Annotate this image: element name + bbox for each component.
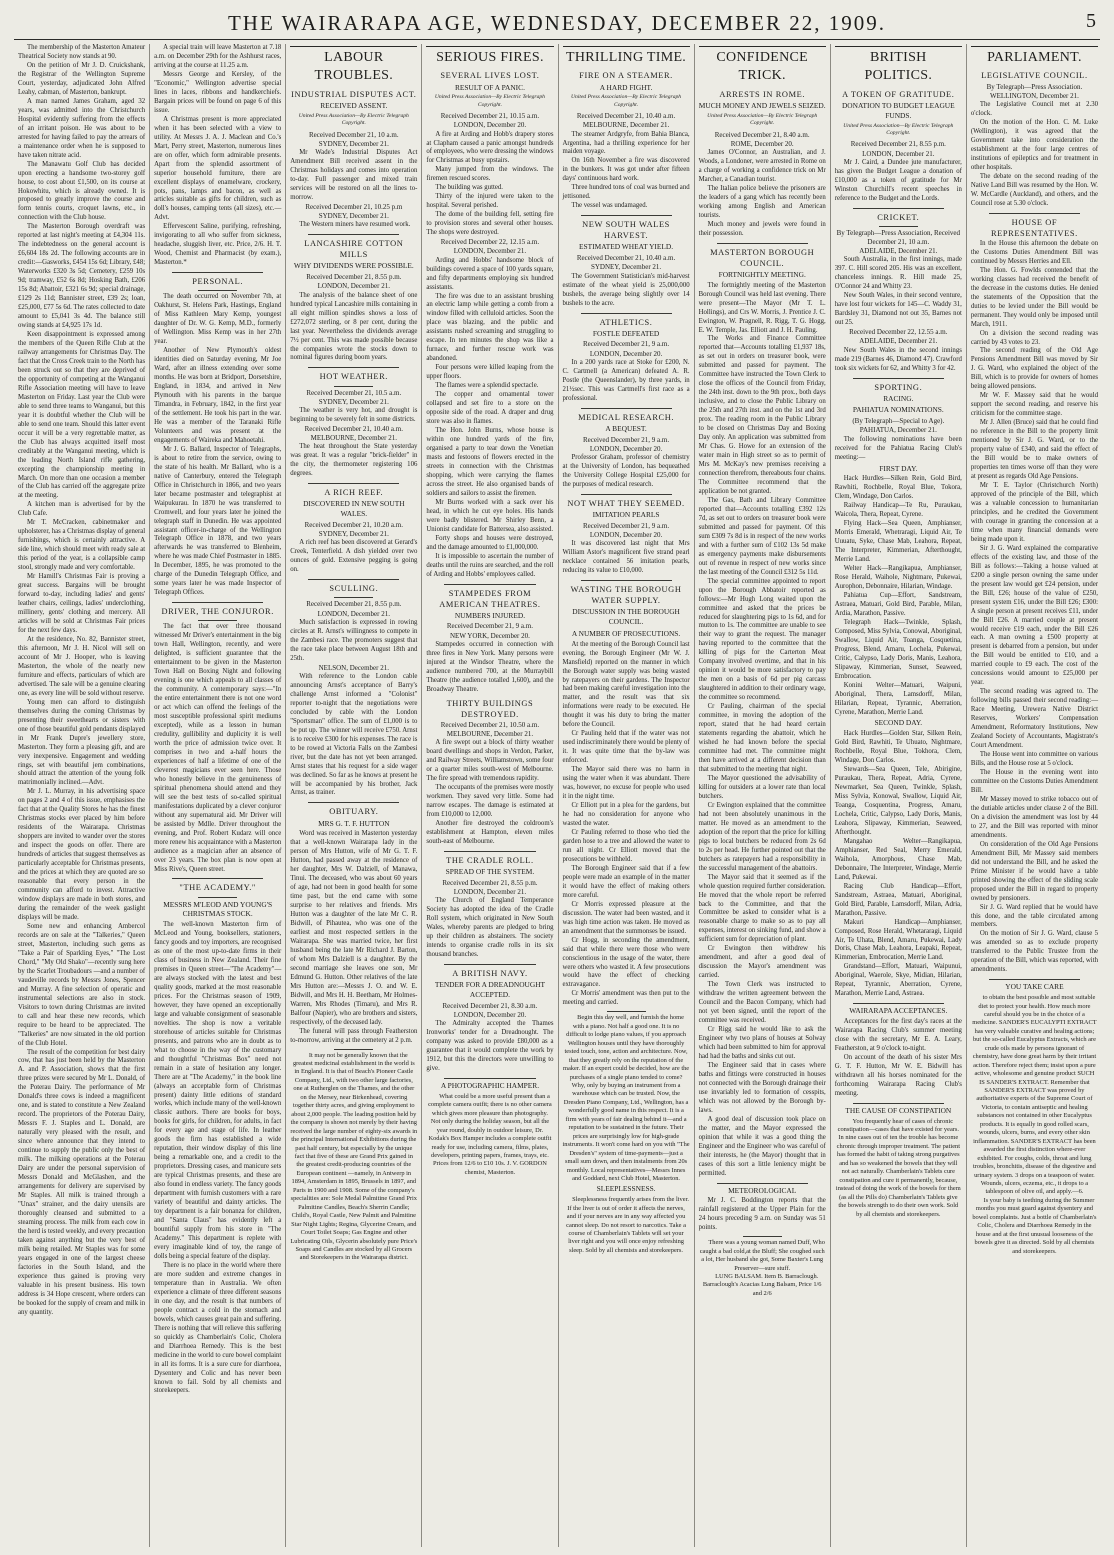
article-headline: MASTERTON BOROUGH COUNCIL. bbox=[710, 247, 815, 268]
article-headline: LANCASHIRE COTTON MILLS bbox=[304, 239, 404, 260]
column-divider-rule bbox=[853, 1103, 944, 1104]
masthead bbox=[14, 6, 1100, 40]
dateline: ADELAIDE, December 21. bbox=[859, 337, 938, 346]
article-subheading: DISCOVERED IN NEW SOUTH WALES. bbox=[303, 499, 405, 519]
column-divider-rule bbox=[879, 226, 918, 227]
article-paragraph: Mr W. F. Massey said that he would support the second reading, and reserve his criticism for the committee stage. bbox=[970, 392, 1098, 418]
article-paragraph: Much money and jewels were found in their possession. bbox=[698, 220, 826, 237]
dateline: SYDNEY, December 21. bbox=[318, 212, 389, 221]
article-paragraph: Cr Ewington then withdrew his amendment, and after a good deal of discussion the Mayor's amendment was carried. bbox=[698, 945, 826, 980]
article-paragraph: Acceptances for the first day's races at the Wairarapa Racing Club's summer meeting close with the secretary, Mr E. A. Leary, Featherston, at 9 o'clock to-night. bbox=[834, 1018, 962, 1052]
article-subheading: RECEIVED ASSENT. bbox=[320, 101, 388, 111]
article-paragraph: The Western miners have resumed work. bbox=[299, 221, 411, 229]
article-paragraph: Thirty of the injured were taken to the hospital. Several perished. bbox=[426, 193, 554, 210]
dateline: (By Telegraph—Special to Age). PAHIATUA, December 21. bbox=[852, 417, 945, 435]
column-divider-rule bbox=[743, 1236, 782, 1237]
article-paragraph: The House in the evening went into committee on the Customs Duties Amendment Bill. bbox=[970, 769, 1098, 794]
article-paragraph: The copper and ornamental tower collapsed and set fire to a store on the opposite side of the road. A draper and drug store was also in flames. bbox=[426, 391, 554, 426]
article-paragraph: The weather is very hot, and drought is beginning to be severely felt in some districts. bbox=[290, 407, 418, 423]
dateline: LONDON, December 21. bbox=[317, 609, 390, 618]
article-headline: NEW SOUTH WALES HARVEST. bbox=[582, 220, 670, 241]
article-paragraph: The Hon. G. Fowlds contended that the working classes had received the benefit of the decrease in the customs duties. He denied the statements of the Opposition that the duties to be levied under the Bill would be permanent. They would only be imposed until March, 1911. bbox=[970, 266, 1098, 328]
article-paragraph: Cr Ewington explained that the committee had not been absolutely unanimous in the matter. He moved as an amendment to the adoption of the report that the price for killing pigs to local butchers be reduced from 2s 6d to 2s per head. He further pointed out that the butchers as ratepayers had a responsibility in the successful management of the abattoirs. bbox=[698, 801, 826, 872]
column-divider-rule bbox=[581, 408, 672, 409]
article-paragraph: A man named James Graham, aged 32 years, was admitted into the Christchurch Hospital evidently suffering from the effects of an irritant poison. He was about to be arrested for having failed to pay the arrears of a maintenance order when he is supposed to have taken nitrate acid. bbox=[18, 97, 146, 159]
article-subheading: ESTIMATED WHEAT YIELD. bbox=[579, 242, 674, 252]
dateline: Received December 21, 10.40 a.m. bbox=[576, 254, 676, 263]
dateline: Received December 21, 10.50 a.m. bbox=[440, 720, 540, 729]
article-paragraph: Mangahao Welter—Rangikapua, Amphianser, Red Seal, Merry Emerald, Waihola, Amorphous, Chase Mab, Debonnaire, The Interpreter, Windage, Merrie Land, Pukewai. bbox=[834, 837, 962, 881]
article-paragraph: Effervescent Saline, purifying, refreshing, invigorating to all who suffer from sickness, headache, sluggish liver, etc. Price, 2/6. H. T. Wood, Chemist and Pharmacist (by exam.), Masterton.* bbox=[154, 223, 282, 267]
article-paragraph: Cr Morris expressed pleasure at the discussion. The water had been wasted, and it was high time action was taken. He moved as an amendment that the summonses be issued. bbox=[562, 900, 690, 935]
article-paragraph: Mr Massey moved to strike tobacco out of the dutiable articles under clause 2 of the Bill. On a division the amendment was lost by 44 to 27, and the Bill was reported with minor amendments. bbox=[970, 795, 1098, 839]
article-paragraph: Railway Handicap—Te Ru, Puraukau, Waicola, Thera, Repeat, Cyrene. bbox=[834, 502, 962, 519]
advertisement-text: You frequently hear of cases of chronic constipation—cases that have existed for years. In nine cases out of ten the trouble has become chronic through improper treatment. The patient has formed the habit of taking strong purgatives and has so weakened the bowels that they will not act naturally. Chamberlain's Tablets cure constipation and cure it permanently, because, instead of doing the work of the bowels for them (as all the Pills do) Chamberlain's Tablets give the bowels strength to do their own work. Sold by all chemists and storekeepers. bbox=[835, 1117, 961, 1218]
dateline: SYDNEY, December 21. bbox=[590, 263, 662, 272]
article-paragraph: Cr Morris' amendment was then put to the meeting and carried. bbox=[562, 990, 690, 1007]
article-paragraph: The second reading of the Old Age Pensions Amendment Bill was moved by Sir J. G. Ward, who explained the object of the Bill, which is to provide for owners of homes being allowed pensions. bbox=[970, 347, 1098, 391]
dateline: By Telegraph—Press Association. WELLINGTON, December 21. bbox=[986, 82, 1083, 100]
advertisement-text: LUNG BALSAM. Item B. Barraclough. Barraclough's Acacias Lung Balsam, Price 1/6 and 2/6 bbox=[702, 1272, 822, 1297]
dateline: Received December 21, 8.40 a.m. bbox=[714, 130, 810, 139]
article-paragraph: Mr T. McCracken, cabinetmaker and upholsterer, has a Christmas display of general furnishings, which is certainly attractive. A side line, which should meet with ready sale at this period of the year, is a collapsible camp stool, strongly made and very comfortable. bbox=[18, 519, 146, 572]
dateline: LONDON, December 21. bbox=[862, 149, 935, 158]
article-paragraph: The result of the competition for best dairy cow, that has just been held by the Masterton A. and P. Association, shows that the first three prizes were secured by Mr L. Donald, of the Poterau Dairy. The performance of Mr Donald's three cows is indeed a magnificent one, and is stated to constitute a New Zealand record. The proprietors of the Poterau Dairy, Messrs F. J. Staples and L. Donald, are naturally very pleased with the result, and since where announce that they intend to continue to supply the public only the best of milk. The milking operations at the Poterau Dairy are under the personal supervision of Messrs Donald and McGlashen, and the arrangements for delivery are supervised by Mr Staples. All milk is trained through a "Unax" strainer, and the dairy utensils are thoroughly cleansed and submitted to a steaming process. The milk from each cow in the herd is tested weekly, and every precaution taken against anything but the very best of milk being retailed. Mr Staples was for some years engaged in one of the largest cheese factories in the South Island, and the experience thus gained is proving very valuable in his present business. His town address is 34 Hope crescent, where orders can be booked for the supply of cream and milk in any quantity. bbox=[18, 1048, 146, 1316]
column-divider-rule bbox=[308, 483, 399, 484]
article-paragraph: At the meeting of the Borough Council last evening, the Borough Engineer (Mr W. J. Mansfield) reported on the manner in which the Borough water supply was being wasted by ratepayers on their gardens. The Inspector had been making careful investigation into the matter, and the result was that six informations were ready to be executed. He thought it was his duty to bring the matter before the Council. bbox=[562, 640, 690, 729]
column-divider-rule bbox=[198, 290, 237, 291]
article-paragraph: The Mayor said there was no harm in using the water when it was abundant. There was, however, no excuse for people who used it in the night time. bbox=[562, 766, 690, 801]
article-headline: ARRESTS IN ROME. bbox=[719, 89, 806, 99]
article-headline: WASTING THE BOROUGH WATER SUPPLY. bbox=[570, 585, 682, 606]
article-headline: SPORTING. bbox=[874, 382, 923, 392]
article-paragraph: Professor Graham, professor of chemistry at the University of London, has bequeathed the University College Hospital £25,000 for the purposes of medical research. bbox=[562, 454, 690, 488]
column-divider-rule bbox=[198, 620, 237, 621]
article-paragraph: The steamer Ardgryfe, from Bahia Blanca, Argentina, had a thrilling experience for her maiden voyage. bbox=[562, 130, 690, 156]
article-paragraph: A fire at Arding and Hobb's drapery stores at Clapham caused a panic amongst hundreds of employees, who were dressing the windows for Christmas at busy upstairs. bbox=[426, 130, 554, 165]
article-paragraph: Many jumped from the windows. The firemen rescued scores. bbox=[426, 166, 554, 183]
article-paragraph: Stampedes occurred in connection with three fires in New York. Many persons were injured at the Windsor Theatre, where the audience numbered 700, at the Murraybill Theatre (the audience totalled 1,600), and the Broadway Theatre. bbox=[426, 640, 554, 693]
advertisement-text: It may not be generally known that the greatest medicinal establishment in the world is in England. It is that of Beach's Pioneer Castle Company, Ltd., with two other large factories, one at Rutherglen on the Thames, and the other on the Mersey, near Birkenhead, covering together thirty acres, and giving employment to about 2,000 people. The leading position held by the company is shown not merely by their having received the large number of eighty-six awards in the principal International Exhibitions during the past half century, but especially by the unique fact that five of these are Grand Prix gained in the greatest credit-producing countries of the European continent —namely, in Antwerp in 1894, Amsterdam in 1895, Brussels in 1897, and Paris in 1900 and 1908. Some of the company's specialities are: Sole Medal Palmitine Grand Prix Palmitine Candles, Beach's Sherrin Candle; Child's, Royal Castle, New Palmit and Palmitine Star Night Lights; Regina, Glycerine Cream, and Court Toilet Soaps; Gas Engine and other Lubricating Oils, Glycerin absolutely pure Price's Soaps and Candles are stocked by all Grocers and Storekeepers in the Wairarapa district. bbox=[290, 1051, 418, 1262]
article-headline: A BRITISH NAVY. bbox=[452, 969, 528, 979]
article-paragraph: Mr Hamill's Christmas Fair is proving a great success. Bargains will be brought forward to-day, including ladies' and gents' leather chairs, ceilings, ladies' underclothing, millinery, gents' clothing and mercery. All articles will be sold at Christmas Fair prices for the next few days. bbox=[18, 573, 146, 634]
dateline: LONDON, December 20. bbox=[453, 121, 527, 130]
article-paragraph: Cr Pauling referred to those who tied the garden hose to a tree and allowed the water to run all night. Cr Elliott moved that the prosecutions be withheld. bbox=[562, 828, 690, 863]
section-heading: PERSONAL. bbox=[192, 277, 244, 287]
dateline: Received December 21, 10.40 a.m. bbox=[304, 424, 403, 433]
advertisement-text: Sleeplessness frequently arises from the liver. If the liver is out of order it affects the nerves, and if your nerves are in any way affected you cannot sleep. Do not resort to narcotics. Take a course of Chamberlain's Tablets will set your liver right and you will once enjoy refreshing sleep. Sold by all chemists and storekeepers. bbox=[566, 1196, 689, 1254]
column-divider-rule bbox=[308, 367, 399, 368]
article-paragraph: The Works and Finance Committee reported that—Accounts totalling £1,937 18s, as set out in orders on treasurer book, were submitted and passed for payment. The Committee have instructed the Town Clerk to close the offices of the Council from Friday, the 24th inst. down to the 9th prox., both days inclusive, and to close the Public Library on the 25th and 27th inst. and on the 1st and 3rd prox. The reading room in the Public Library to be closed on Christmas Day and Boxing Day only. An application was submitted from Mr Chas. G. Howe for an extension of the water main in High street so as to permit of Mrs M. McKay's new premises receiving a connection therefrom, thereabouts four chains. The Committee recommend that the application be not granted. bbox=[698, 335, 826, 495]
article-paragraph: New South Wales in the second innings made 219 (Barnes 46, Diamond 47). Crawford took six wickets for 62, and Whitty 3 for 42. bbox=[834, 346, 962, 372]
column-divider-rule bbox=[853, 208, 944, 209]
dateline: LONDON, December 21. bbox=[317, 282, 390, 291]
press-agency-credit: United Press Association—By Electric Telegraph Copyright. bbox=[843, 122, 954, 136]
article-paragraph: The Church of England Temperance Society has adopted the idea of the Cradle Roll system, which originated in New South Wales, whereby parents are pledged to bring up their children as abstainers. The society intends to organise cradle rolls in its six thousand branches. bbox=[426, 897, 554, 959]
article-subheading: SLEEPLESSNESS. bbox=[596, 1184, 656, 1194]
article-paragraph: The funeral will pass through Featherston to-morrow, arriving at the cemetery at 2 p.m. bbox=[290, 1027, 418, 1044]
article-paragraph: A rich reef has been discovered at Gerard's Creek, Tenterfield. A dish yielded over two ounces of gold. Extensive pegging is going on. bbox=[290, 539, 418, 574]
dateline: ROME, December 20. bbox=[730, 139, 794, 148]
article-headline: SCULLING. bbox=[329, 584, 379, 594]
article-paragraph: Grandstand—Effort, Matuari, Waipunui, Aboriginal, Waerole, Skye, Midian, Hilarian, Repeat, Tyrannic, Aberration, Cyrene, Marathon, Merrie Land, Astraea. bbox=[834, 963, 962, 998]
article-paragraph: Flying Hack—Sea Queen, Amphianser, Morris Emerald, Whetraragi, Liquid Air, Te Uuuatu, Syke, Chase Mab, Leahora, Repeat, The Interpreter, Kimmerian, Afterthought, Merrie Land. bbox=[834, 520, 962, 564]
article-headline: THIRTY BUILDINGS DESTROYED. bbox=[446, 698, 534, 719]
column-divider-rule bbox=[308, 802, 399, 803]
dateline: LONDON, December 20. bbox=[453, 1011, 527, 1019]
article-paragraph: A Christmas present is more appreciated when it has been selected with a view to utility. At Messrs J. A. J. Maclean and Co.'s Mart, Perry street, Masterton, numerous lines are on offer, which form admirable presents. Apart from the splendid assortment of superior household furniture, there are excellent displays of enamelware, crockery, pots, pans, lamps and bacon, as well as articles suitable as gifts for children, such as doll's houses, camping tents (all sizes), etc.—Advt. bbox=[154, 115, 282, 222]
article-paragraph: The Gas, Bath and Library Committee reported that—Accounts totalling £392 12s 7d, as set out to orders on treasurer book were submitted and passed for payment. Of this sum £309 7s 8d is in respect of the new works and with a further sum of £102 13s 5d make as emergency payments make disbursements out of revenue in respect of new works since the last meeting of the Council £312 5s 11d. bbox=[698, 496, 826, 576]
article-paragraph: The second reading was agreed to. The following bills passed their second reading:—Race Meeting, Urewera Native District Reserves, Workers' Compensation Amendment, Reformatory Institutions, New Zealand Society of Accountants, Magistrate's Court Amendment. bbox=[970, 688, 1098, 750]
article-paragraph: Welter Hack—Rangikapua, Amphianser, Rose Herald, Waihole, Nightmare, Pukewai, Aurophon, Debonnaire, Hilarian, Windage. bbox=[834, 565, 962, 590]
dateline: Received December 21, 9 a.m. bbox=[583, 435, 670, 444]
dateline: Received December 21, 8.55 p.m. bbox=[306, 273, 402, 282]
section-heading: "THE ACADEMY." bbox=[179, 883, 256, 893]
column-divider-rule bbox=[444, 851, 535, 852]
article-paragraph: At the residence, No. 82, Bannister street, this afternoon, Mr J. H. Nicol will sell on account of Mr J. Hooper, who is leaving Masterton, the whole of the nearly new furniture and effects, particulars of which are advertised. The sale will be a genuine clearing one, as every line will be sold without reserve. bbox=[18, 635, 146, 697]
column-divider-rule bbox=[172, 272, 263, 273]
dateline: Received December 21, 10.25 p.m bbox=[305, 202, 403, 211]
article-paragraph: Forty shops and houses were destroyed, and the damage amounted to £1,000,000. bbox=[426, 534, 554, 551]
article-subheading: MUCH MONEY AND JEWELS SEIZED. bbox=[698, 101, 826, 111]
dateline: SYDNEY, December 21. bbox=[318, 530, 389, 539]
advertisement-text: Begin this day well, and furnish the home with a piano. Not half a good one. It is no difficult to lodge piano values, if you approach Wellington houses until they have thoroughly tested touch, tone, action and architecture. Now, that they greatly rely on the reputation of the maker. If an expert could be decided, how are the purchases of a single piano tended to come? Why, only by buying an instrument from a warehouse which can be trusted. Now, the Dresden Piano Company, Ltd., Wellington, has a wonderfully good name in this respect. It is a firm with years of fair dealing behind it—and a reputation to be sustained in the future. Their prices are surprisingly low for high-grade instruments. It won't come hard on you with "The Dresden's" system of time-payments—just a small sum down, and then instalments from 20s monthly. Local representatives—Messrs Innes and Goddard, next Club Hotel, Masterton. bbox=[562, 1014, 690, 1182]
section-headline: LABOUR TROUBLES. bbox=[290, 46, 417, 86]
article-headline: OBITUARY. bbox=[329, 807, 379, 817]
dateline: Received December 21, 9 a.m. bbox=[583, 340, 670, 349]
article-paragraph: The dome of the building fell, setting fire to provision stores and several other houses. The shops were destroyed. bbox=[426, 211, 554, 237]
article-paragraph: Arding and Hobbs' handsome block of buildings covered a space of 100 yards square, and fifty departments employing six hundred assistants. bbox=[426, 256, 554, 291]
advertisement-text: There was a young woman named Duff, Who caught a bad cold,at the Bluff; She coughed such a lot, Her husband she got, Some Baxter's Lung Preserver—sure stuff. bbox=[699, 1239, 825, 1272]
article-paragraph: Telegraph Hack—Twinkle, Splash, Composed, Miss Sylvia, Conowal, Aboriginal, Swallow, Liquid Air, Toanga, Cosquetina, Progress, Blend, Amaru, Lochela, Pukewai, Critic, Calypso, Lady Doris, Manis, Leahora, Slipaway, Kimmerian, Sunset, Seaweed, Embrocation. bbox=[834, 618, 962, 680]
article-paragraph: Cr Hogg, in seconding the amendment, said that while there were those who were conscientious in the usage of the water, there were others who wasted it. A few prosecutions would have the effect of checking extravagance. bbox=[562, 936, 690, 989]
article-paragraph: The debate on the second reading of the Native Land Bill was resumed by the Hon. W. W. McCardle (Auckland), and others, and the Council rose at 5.30 o'clock. bbox=[970, 172, 1098, 207]
dateline: Received December 21, 8.55 p.m. bbox=[850, 140, 946, 149]
section-headline: SERIOUS FIRES. bbox=[426, 46, 553, 67]
article-paragraph: It is impossible to ascertain the number of deaths until the ruins are searched, and the roll of Arding and Hobbs' employees called. bbox=[426, 552, 554, 578]
newspaper-title: THE WAIRARAPA AGE, WEDNESDAY, DECEMBER 22, 1909. bbox=[227, 11, 886, 35]
dateline: Received December 21, 10.20 a.m. bbox=[304, 520, 403, 529]
article-subheading: A NUMBER OF PROSECUTIONS. bbox=[571, 628, 681, 638]
dateline: MELBOURNE, December 21. bbox=[446, 730, 534, 739]
dateline: MELBOURNE, December 21. bbox=[310, 434, 397, 443]
article-paragraph: On account of the death of his sister Mrs G. T. F. Hutton, Mr W. E. Bidwill has withdrawn all his horses nominated for the forthcoming Wairarapa Racing Club's meeting. bbox=[834, 1053, 962, 1097]
article-subheading: WAIRARAPA ACCEPTANCES. bbox=[849, 1006, 948, 1016]
article-paragraph: The analysis of the balance sheet of one hundred typical Lancashire mills containing in all eight million spindles shows a loss of £272,072 sterling, or 8 per cent, during the last year. Nevertheless the dividends average 7½ per cent. This was made possible because the companies wrote the stocks down to nominal figures during boom years. bbox=[290, 291, 418, 362]
article-paragraph: The Hon. John Burns, whose house is within one hundred yards of the fire, organised a party to tear down the Venetian masts and festoons of flowers erected in the streets in connection with the Christmas shopping, which were carrying the flames across the street. He also organised bands of soldiers and sailors to assist the firemen. bbox=[426, 427, 554, 497]
page-number: 5 bbox=[1086, 10, 1096, 32]
advertisement-text: to obtain the best possible and most suitable diet to protect your health. How much more careful should you be in the choice of a medicine. SANDER'S EUCALYPTI EXTRACT has very valuable curative and healing actions; but the so-called Eucalyptus Extracts, which are crude oils made by persons ignorant of chemistry, have done great harm by their irritant action. Therefore reject them; insist upon a pure active, wholesome and genuine product SUCH IS SANDER'S EXTRACT. Remember that SANDER'S EXTRACT was proved by authoritative experts of the Supreme Court of Victoria, to contain antiseptic and healing substances not contained in other Eucalyptus products. It is equally in good rolled scars, wounds, ulcers, burns, and every other skin inflammation. SANDER'S EXTRACT has been awarded the first distinction where-ever exhibited. For coughs, colds, throat and lung troubles, bronchitis, disease of the digestive and urinary system. 3 drops on a teaspoon of water. Wounds, ulcers, eczema, etc., it drops to a tablespoon of olive oil, and apply.—6. bbox=[972, 994, 1097, 1196]
article-headline: FIRE ON A STEAMER. bbox=[579, 71, 673, 81]
dateline: Received December 21, 8.55 p.m. bbox=[442, 878, 538, 887]
column-1 bbox=[14, 44, 149, 1547]
column-divider-rule bbox=[717, 243, 808, 244]
article-paragraph: Four persons were killed leaping from the upper floors. bbox=[426, 364, 554, 381]
advertisement-text: What could be a more useful present than a complete camera outfit; there is no other camera which gives more pleasure than photography. Not only during the holiday season, but all the year round, doubly in outdoor leisure, Dr. Kodak's Box Hamper includes a complete outfit ready for use, including camera, films, plates, developers, printing papers, frames, trays, etc. Prices from 12/6 to £10 10s. J. V. GORDON chemist, Masterton. bbox=[428, 1092, 552, 1176]
column-divider-rule bbox=[607, 1011, 646, 1012]
article-paragraph: The vessel was undamaged. bbox=[571, 202, 648, 210]
article-subheading: THE CAUSE OF CONSTIPATION bbox=[845, 1105, 952, 1115]
column-divider-rule bbox=[334, 597, 373, 598]
article-paragraph: A special train will leave Masterton at 7.18 a.m. on December 29th for the Ashhurst races, arriving at the course at 11.25 a.m. bbox=[154, 44, 282, 69]
article-headline: STAMPEDES FROM AMERICAN THEATRES. bbox=[439, 588, 541, 609]
column-divider-rule bbox=[717, 1183, 808, 1184]
article-paragraph: Word was received in Masterton yesterday that a well-known Wairarapa lady in the person of Mrs Hutton, wife of Mr G. T. F. Hutton, had passed away at the residence of her daughter, Mrs W. Dalziell, of Manawa, Tinui. The deceased, who was about 60 years of age, had not been in good health for some time past, but the end came with some surprise to her relatives and friends. Mrs Hutton was a daughter of the late Mr C. R. Bidwill, of Pihautea, who was one of the earliest and most respected settlers in the Wairarapa. She was married twice, her first husband being the late Mr Richard J. Barton, of whom Mrs Dalziell is a daughter. By the second marriage she leaves one son, Mr Edmund G. Hutton. Other relatives of the late Mrs Hutton are:—Messrs J. O. and W. E. Bidwill, and Mrs H. H. Beetham, Mr Holmes-Warren, Mrs Rhodes (Timaru), and Mrs R. Balfour (Napier), who are brothers and sisters, respectively, of the deceased lady. bbox=[290, 830, 418, 1026]
dateline: Received December 21, 8.30 a.m. bbox=[442, 1001, 538, 1010]
article-paragraph: The fire was due to an assistant brushing an electric lamp while getting a comb from a window filled with celluloid articles. Soon the place was blazing, and the public and assistants rushed screaming and struggling to escape. In ten minutes the shop was like a furnace, and further rescue work was abandoned. bbox=[426, 292, 554, 363]
article-paragraph: On the petition of Mr J. D. Cruickshank, the Registrar of the Wellington Supreme Court, yesterday, adjudicated John Alfred Leahy, cabman, of Masterton, bankrupt. bbox=[18, 61, 146, 96]
column-7 bbox=[830, 44, 966, 1547]
article-subheading: FIRST DAY. bbox=[879, 463, 918, 473]
article-subheading: RESULT OF A PANIC. bbox=[454, 82, 525, 92]
article-paragraph: Hack Hurdles—Golden Star, Silken Rein, Gold Bird, Rawhiti, Te Uhuato, Nightmare, Rochbelle, Royal Blue, Tokhora, Clem, Windage, Don Carlos. bbox=[834, 730, 962, 765]
article-paragraph: On a division the second reading was carried by 43 votes to 23. bbox=[970, 329, 1098, 346]
article-paragraph: Mr J. Allen (Bruce) said that he could find no reference in the Bill to the property limit mentioned by Sir J. G. Ward, or to the property value of £340, and said the effect of the Bill would be to make owners of properties ten times worse off than they were at present as regards Old Age Pensions. bbox=[970, 419, 1098, 481]
dateline: SYDNEY, December 21. bbox=[318, 397, 389, 406]
article-subheading: FORTNIGHTLY MEETING. bbox=[718, 269, 806, 279]
article-subheading: MRS G. T. F. HUTTON bbox=[318, 818, 390, 828]
article-paragraph: A good deal of discussion took place on the matter, and the Mayor expressed the opinion that while it was a good thing the Engineer and the Engineer who was careful of their interests, he (the Mayor) thought that in cases of this sort a little leniency might be permitted. bbox=[698, 1115, 826, 1177]
column-divider-rule bbox=[444, 584, 535, 585]
article-paragraph: On the motion of the Hon. C. M. Luke (Wellington), it was agreed that the Government take into consideration the establishment at the four large centres of institutions of epileptics and for treatment in other hospitals. bbox=[970, 118, 1098, 171]
article-paragraph: Konini Welter—Matuari, Waipuni, Aboriginal, Thera, Lamsdorff, Milan, Hilarian, Repeat, Tyrannic, Aberration, Cyrene, Marathon, Merrie Land. bbox=[834, 681, 962, 716]
article-subheading: IMITATION PEARLS bbox=[592, 510, 660, 520]
article-headline: THE CRADLE ROLL. bbox=[446, 856, 534, 866]
article-paragraph: On the motion of Sir J. G. Ward, clause 5 was amended so as to exclude property transferred to the Public Trustee from the operation of the Bill, which was reported, with amendments. bbox=[970, 930, 1098, 974]
article-paragraph: Mr J. Caird, a Dundee jute manufacturer, has given the Budget League a donation of £10,000 as a token of gratitude for Mr Winston Churchill's recent speeches in reference to the Budget and the Lords. bbox=[834, 158, 962, 202]
dateline: Received December 22, 12.55 a.m. bbox=[849, 328, 948, 337]
article-paragraph: The building was gutted. bbox=[435, 184, 503, 192]
column-8 bbox=[966, 44, 1102, 1547]
article-paragraph: Young men can afford to distinguish themselves during the coming Christmas by presenting their sweethearts or sisters with one of those beautiful gold pendants displayed in Mr Frank Dupre's jewellery store, Masterton. They form a pleasing gift, and are very inexpensive. Engagement and wedding rings, set with beautiful jem combinations, should attract the attention of the young folk matrimonially inclined.—Advt. bbox=[18, 698, 146, 787]
article-subheading: SPREAD OF THE SYSTEM. bbox=[445, 867, 535, 877]
article-subheading: PAHIATUA NOMINATIONS. bbox=[852, 405, 944, 415]
article-paragraph: The flames were a splendid spectacle. bbox=[435, 382, 539, 390]
article-paragraph: In a 200 yards race at Stoke for £200, N. C. Cartmell (a American) defeated A. R. Postle (the Queenslander), by three yards, in 21½sec. This was Cartmell's first race as a professional. bbox=[562, 358, 690, 402]
dateline: Received December 21, 10.5 a.m. bbox=[306, 388, 402, 397]
article-paragraph: James O'Connor, an Australian, and J. Woods, a Londoner, were arrested in Rome on a charge of working a confidence trick on Mr Marcher, a Canadian tourist. bbox=[698, 149, 826, 183]
article-paragraph: Cr Pauling, chairman of the special committee, in moving the adoption of the report, stated that he had heard certain statements regarding the abattoir, which he wished he had known before the special committee had met. The committee might then have arrived at a different decision than that submitted to the meeting that night. bbox=[698, 703, 826, 773]
article-headline: INDUSTRIAL DISPUTES ACT. bbox=[291, 89, 417, 99]
column-5 bbox=[558, 44, 694, 1547]
column-divider-rule bbox=[334, 1049, 373, 1050]
article-headline: A TOKEN OF GRATITUDE. bbox=[842, 89, 955, 99]
article-paragraph: Much satisfaction is expressed in rowing circles at R. Arnst's willingness to compete in the Zambesi race. The promoters suggest that the race take place between August 18th and 25th. bbox=[290, 618, 418, 662]
article-paragraph: Makuri Handicap—Amphianser, Composed, Rose Herald, Whetararagi, Liquid Air, Te Uhata, Blend, Amaru, Pukewai, Lady Doris, Chase Mab, Leahora, Leapaki, Repeat, Kimmerian, Embrocation, Merrie Land. bbox=[834, 918, 962, 962]
column-divider-rule bbox=[989, 213, 1080, 214]
article-paragraph: The House went into committee on various Bills, and the House rose at 5 o'clock. bbox=[970, 751, 1098, 768]
article-paragraph: Pahiatua Cup—Effort, Sandstream, Astraea, Matuari, Gold Bird, Parable, Milan, Ardia, Marathon, Passive. bbox=[834, 591, 962, 617]
dateline: Received December 22, 12.15 a.m. bbox=[440, 238, 540, 247]
article-paragraph: The Legislative Council met at 2.30 o'clock. bbox=[970, 101, 1098, 117]
article-paragraph: Hack Hurdles—Silken Rein, Gold Bird, Rawhiti, Rochbelle, Royal Blue, Tokora, Clem, Windage, Don Carlos. bbox=[834, 475, 962, 501]
dateline: ADELAIDE, December 21. bbox=[859, 247, 938, 256]
article-paragraph: The Town Clerk was instructed to withdraw the written agreement between the Council and the Bacon Company, which had not yet been signed, until the report of the committee was received. bbox=[698, 981, 826, 1025]
article-paragraph: The fact that over three thousand witnessed Mr Driver's entertainment in the big town Hall, Wellington, recently, and were delighted, is sufficient guarantee that the entertainment to be given in the Masterton Town Hall on Boxing Night and following evening is one which appeals to all classes of the community. A contemporary says:—"In the entire entertainment there is not one word or act which can offend the feelings of the most susceptible professional spirit mediums excepted), while as a lesson in human credulity, gullibility and duplicity it is well worth the price of admission twice over. It comprises in two and a-half hours the experiences of half a lifetime of one of the cleverest magicians ever seen here. Those who honestly believe in the genuineness of spiritual phenomena should attend and they will see the best tests of so-called spiritual manifestations duplicated by a clever conjuror without any supernatural aid. Mr Driver will be assisted by Mdlle. Driver throughout the evening, and Prof. Robert Kudarz will once more renew his acquaintance with a Masterton audience as a magician after an absence of over 23 years. The box plan is now open at Miss Rive's, Queen street. bbox=[154, 623, 282, 873]
article-paragraph: The special committee appointed to report upon the Borough Abbatoir reported as follows:—Mr Hugh Long waited upon the committee and asked that the prices be reduced for slaughtering pigs to 1s 6d, and for mutton to 1s. The committee are unable to see their way to grant the request. The manager having reported to the committee that the killing of pigs for the Carterton Meat Company involved overtime, and that in his opinion it would be more satisfactory to pay the men on a basis of 6d per pig carcass slaughtered in addition to their ordinary wage, the committee so recommend. bbox=[698, 577, 826, 702]
article-paragraph: Sir J. G. Ward explained the comparative effects of the existing law, and those of the Bill as follows:—Taking a house valued at £200 a single person owning the same under the present law would get £24 pension, under the Bill, £26; house of the value of £250, present system £16, under the Bill £26; £300: A single person at present receives £11, under the Bill £26. A married couple at present would receive £19 each, under the Bill £26 each. A man owning a £500 property at present is debarred from a pension, but under the Bill would be entitled to £10, and a married couple to £9 each. The cost of the concessions would amount to £25,000 per year. bbox=[970, 544, 1098, 687]
column-divider-rule bbox=[853, 1003, 944, 1004]
column-divider-rule bbox=[198, 897, 237, 898]
section-heading: DRIVER, THE CONJUROR. bbox=[161, 607, 274, 617]
dateline: Received December 21, 10.40 a.m. bbox=[576, 112, 676, 121]
article-paragraph: The Manawatu Golf Club has decided upon erecting a handsome two-storey golf house, to cost about £1,500, on its course at Hokowhitu, which is already owned. It is proposed to greatly improve the course and form tennis courts, croquet lawns, etc., in connection with the Club house. bbox=[18, 160, 146, 222]
article-subheading: TENDER FOR A DREADNOUGHT ACCEPTED. bbox=[434, 980, 546, 999]
article-paragraph: Three hundred tons of coal was burned and jettisoned. bbox=[562, 184, 690, 201]
dateline: LONDON, December 20. bbox=[589, 349, 663, 358]
article-headline: SEVERAL LIVES LOST. bbox=[440, 71, 540, 81]
article-paragraph: Another of New Plymouth's oldest identities died on Saturday evening, Mr Joe Ward, after an illness extending over some months. He was born at Bridport, Dorsetshire, England, in 1834, and arrived in New Plymouth with his parents in the barque Timandra, in February, 1842, in the first year of the settlement. He took his part in the war. He was a member of the Taranaki Rifle Volunteers and was present at the engagements of Waireka and Mahoetahi. bbox=[154, 347, 282, 444]
section-headline: PARLIAMENT. bbox=[971, 46, 1098, 67]
press-agency-credit: United Press Association—By Electric Telegraph Copyright. bbox=[571, 94, 682, 108]
article-subheading: WHY DIVIDENDS WERE POSSIBLE. bbox=[293, 261, 414, 271]
article-paragraph: Mr J. C. Boddington reports that the rainfall registered at the Upper Plain for the 24 hours preceding 9 a.m. on Sunday was 51 points. bbox=[698, 1197, 826, 1232]
article-paragraph: The Government Statistician's mid-harvest estimate of the wheat yield is 25,000,000 bushels, the average being slightly over 14 bushels to the acre. bbox=[562, 272, 690, 307]
press-agency-credit: United Press Association—By Electric Telegraph Copyright. bbox=[707, 112, 818, 127]
article-paragraph: Cr Pauling held that if the water was not used indiscriminately there would be plenty of it. It was quite time that the by-law was enforced. bbox=[562, 730, 690, 765]
article-paragraph: Stewards—Sea Queen, Tele, Abirigine, Puraukau, Thera, Repeat, Adria, Cyrene, Newmarket, Sea Queen, Twinkle, Splash, Miss Sylvia, Konowal, Swallow, Liquid Air, Toanga, Cosquentina, Progress, Amaru, Lochela, Critic, Calypso, Lady Doris, Manis, Leahora, Slipaway, Kimmerian, Seaweed, Afterthought. bbox=[834, 766, 962, 836]
press-agency-credit: United Press Association—By Electric Telegraph Copyright. bbox=[298, 112, 409, 127]
article-subheading: RACING. bbox=[883, 393, 914, 403]
article-subheading: SECOND DAY. bbox=[874, 718, 923, 728]
article-paragraph: In the House this afternoon the debate on the Customs Duties Amendment Bill was continued by Messrs Herries and Ell. bbox=[970, 239, 1098, 265]
column-divider-rule bbox=[334, 386, 373, 387]
advertisement-text: Is your baby is teething during the Summer months you must guard against dysentery and bowel complaints. Just a bottle of Chamberlain's Colic, Cholera and Diarrhoea Remedy in the house and at the first unusual looseness of the bowels give it as directed. Sold by all chemists and storekeepers. bbox=[972, 1196, 1097, 1255]
article-paragraph: Cr Rigg said he would like to ask the Engineer why two plans of houses at Solway which had been submitted to him for approval had had the baths and sinks cut out. bbox=[698, 1026, 826, 1060]
article-paragraph: Mr T. E. Taylor (Christchurch North) approved of the principle of the Bill, which was a valuable concession to humanitarian principles, and he credited the Government with courage in granting the concession at a time when many financial demands were being made upon it. bbox=[970, 482, 1098, 543]
article-paragraph: Messrs George and Kersley, of the "Economic," Wellington advertise special lines in laces, ribbons and handkerchiefs. Bargain prices will be found on page 6 of this issue. bbox=[154, 70, 282, 114]
article-headline: A RICH REEF. bbox=[324, 488, 384, 498]
article-subheading: DISCUSSION IN THE BOROUGH COUNCIL. bbox=[572, 607, 680, 627]
dateline: Received December 21, 10 a.m. bbox=[309, 130, 399, 139]
column-divider-rule bbox=[989, 979, 1080, 980]
article-headline: ATHLETICS. bbox=[599, 317, 653, 327]
article-subheading: METEOROLOGICAL bbox=[728, 1185, 797, 1195]
column-divider-rule bbox=[581, 494, 672, 495]
dateline: Received December 21, 9 a.m. bbox=[583, 521, 670, 530]
article-paragraph: The death occurred on November 7th, at Oakhurst, St. Helens Park, Hastings, England of Miss Kathleen Mary Kemp, youngest daughter of Dr. W. G. Kemp, M.D., formerly of Wellington. Miss Kemp was in her 27th year. bbox=[154, 293, 282, 346]
article-subheading: A PHOTOGRAPHIC HAMPER. bbox=[440, 1081, 540, 1091]
article-paragraph: Another fire destroyed the coldroom's establishment at Hampton, eleven miles south-east of Melbourne. bbox=[426, 820, 554, 846]
article-headline: HOUSE OF REPRESENTATIVES. bbox=[991, 217, 1078, 238]
column-divider-rule bbox=[581, 313, 672, 314]
article-paragraph: The Admiralty accepted the Thames Ironworks' tender for a Dreadnought. The company was asked to provide £80,000 as a guarantee that it would complete the work by 1912, but this the directors were unwilling to give. bbox=[426, 1020, 554, 1073]
column-divider-rule bbox=[853, 378, 944, 379]
dateline: By Telegraph—Press Association, Received December 21, 10 a.m. bbox=[836, 228, 961, 246]
article-subheading: A BEQUEST. bbox=[605, 423, 647, 433]
article-subheading: A HARD FIGHT. bbox=[599, 82, 653, 92]
article-paragraph: With reference to the London cable announcing Arnst's acceptance of Barry's challenge Arnst informed a "Colonist" reporter to-night that the negotiations were concluded by cable with the London "Sportsman" office. The sum of £1,000 is to be put up. The winner will receive £750. Arnst is to receive £300 for his expenses. The race is to be rowed at Victoria Falls on the Zambesi river, but the date has not yet been arranged. Arnst states that his request for a side wager was declined. So far as he knows at present he will be accompanied by his brother, Jack Arnst, as trainer. bbox=[290, 672, 418, 797]
article-subheading: DONATION TO BUDGET LEAGUE FUNDS. bbox=[841, 101, 955, 120]
dateline: NELSON, December 21. bbox=[318, 663, 389, 672]
article-headline: CRICKET. bbox=[877, 212, 920, 222]
column-divider-rule bbox=[581, 215, 672, 216]
press-agency-credit: United Press Association—By Electric Telegraph Copyright. bbox=[434, 94, 545, 108]
article-paragraph: The Borough Engineer said that if a few people were made an example of in the matter it would have the effect of making others more careful. bbox=[562, 864, 690, 899]
dateline: LONDON, December 20. bbox=[589, 531, 663, 540]
article-paragraph: It was discovered last night that Mrs William Astor's magnificent five strand pearl necklace contained 56 imitation pearls, reducing its value to £10,000. bbox=[562, 540, 690, 575]
article-subheading: MESSRS M'LEOD AND YOUNG'S CHRISTMAS STOCK. bbox=[163, 899, 273, 919]
article-subheading: NUMBERS INJURED. bbox=[454, 610, 526, 620]
dateline: Received December 21, 10.15 a.m. bbox=[440, 112, 540, 121]
article-paragraph: On consideration of the Old Age Pensions Amendment Bill, Mr Massey said members did not understand the Bill, and he asked the Prime Minister if he would have a table printed showing the effect of the sliding scale proposed under the Bill in regard to property owned by pensioners. bbox=[970, 840, 1098, 902]
article-paragraph: The Italian police believe the prisoners are the leaders of a gang which has recently been working among English and American tourists. bbox=[698, 184, 826, 219]
article-paragraph: The membership of the Masterton Amateur Theatrical Society now stands at 90. bbox=[18, 44, 146, 60]
article-paragraph: Keen disappointment is expressed among the members of the Queen Rifle Club at the railway arrangements for Christmas Day. The fact that the Cross Creek train to the North has been struck out so that they are deprived of the opportunity of competing at the Wanganui Rifle Association meeting will have to leave Masterton on Friday. Last year the Club were able to send three teams to Wanganui, but this year it is doubtful whether the Club will be able to send one team. Should this latter event occur it will be a very regrettable matter, as the Club has always acquitted itself most creditably at the Wanganui meeting, which is the leading North Island rifle gathering, excepting the championship meeting in March. On more than one occasion a member of the Club has carried off the aggregate prize at the meeting. bbox=[18, 331, 146, 500]
article-paragraph: South Australia, in the first innings, made 397. C. Hill scored 205. His was an excellent, chanceless innings. R. Hill made 25, O'Connor 24 and Whitty 23. bbox=[834, 256, 962, 291]
article-paragraph: A kitchen man is advertised for by the Club Cafe. bbox=[18, 501, 146, 518]
column-divider-rule bbox=[444, 964, 535, 965]
article-paragraph: Cr Elliott put in a plea for the gardens, but he had no consideration for anyone who wasted the water. bbox=[562, 802, 690, 827]
dateline: LONDON, December 20. bbox=[589, 444, 663, 453]
article-paragraph: The heat throughout the State yesterday was great. It was a regular "brick-fielder" in the city, the thermometer registering 106 degrees. bbox=[290, 443, 418, 478]
article-paragraph: The well-known Masterton firm of McLeod and Young, booksellers, stationers, fancy goods and toy importers, are recognised as one of the most up-to-date firms in their class of business in New Zealand. Their fine premises in Queen street—"The Academy"—are always stocked with the latest and best quality goods, marked at the most reasonable prices. For the Christmas season of 1909, however, they have opened an exceptionally large and valuable consignment of seasonable novelties. The shop is now a veritable storehouse of articles suitable for Christmas presents, and patrons who are in doubt as to what to choose in the way of the customary and thoughtful "Christmas Box" need not remain in a state of hesitation any longer. There are at "The Academy," in the book line (always an acceptable form of Christmas present) dainty little editions of standard works, which include many of the well-known classic authors. There are books for boys, books for girls, for children, for adults, in fact for every age and stage of life. In leather goods the firm has established a wide reputation, their window display of this line being a remarkable one, and a credit to the proprietors. Dressing cases, and manicure sets are typical Christmas presents, and these are also found in endless variety. The fancy goods department with furnish customers with a rare variety of beautiful and dainty articles. The toy department is a fair bonanza for children, and "Santa Claus" has evidently left a bountiful supply from his store in "The Academy." This department is replete with every imaginable kind of toy, the range of dolls being a special feature of the display. bbox=[154, 921, 282, 1260]
article-headline: MEDICAL RESEARCH. bbox=[578, 412, 675, 422]
article-paragraph: The Mayor said that it seemed as if the whole question required further consideration. He moved that the whole report be referred back to the Committee, and that the Committee be asked to consider what is a reasonable charge to make so as to pay all expenses, interest on sinking fund, and show a sufficient sum for depreciation of plant. bbox=[698, 873, 826, 944]
column-divider-rule bbox=[308, 579, 399, 580]
article-headline: NOT WHAT THEY SEEMED. bbox=[567, 498, 685, 508]
dateline: NEW YORK, December 20. bbox=[449, 631, 530, 640]
article-paragraph: The Mayor questioned the advisability of killing for outsiders at a lower rate than local butchers. bbox=[698, 774, 826, 800]
article-paragraph: New South Wales, in their second venture, have lost four wickets for 145—C. Waddy 31, Bardsley 31, Diamond not out 35, Barnes not out 25. bbox=[834, 292, 962, 327]
article-paragraph: Sir J. G. Ward replied that he would have this done, and the table circulated among members. bbox=[970, 903, 1098, 929]
column-divider-rule bbox=[172, 602, 263, 603]
section-headline: CONFIDENCE TRICK. bbox=[699, 46, 826, 86]
article-paragraph: Mr Wade's Industrial Disputes Act Amendment Bill received assent in the Christmas holidays and comes into operation to-day. Full passenger and mixed train services will be restored on all the lines to-morrow. bbox=[290, 149, 418, 201]
article-paragraph: The Engineer said that in cases where baths and fittings were constructed in houses not connected with the Borough drainage their use invariably led to formation of cesspits, which was not allowed by the Borough by-laws. bbox=[698, 1061, 826, 1114]
article-subheading: FOSTLE DEFEATED bbox=[592, 328, 660, 338]
article-paragraph: Mr J. G. Ballard, Inspector of Telegraphs, is about to retire from the service, owing to the state of his health. Mr Ballard, who is a native of Canterbury, entered the Telegraph Office in Christchurch in 1866, and two years later became postmaster and telegraphist at Waipukurau. In 1870 he was transferred to Cromwell, and four years later he joined the telegraph staff in Dunedin. He was appointed assistant officer-in-charge of the Wellington Telegraph Office in 1878, and two years afterwards he was transferred to Blenheim, where he was made Chief Postmaster in 1885. In December, 1895, he was promoted to the charge of the Dunedin Telegraph Office, and some years later he was made Inspector of Telegraph Offices. bbox=[154, 445, 282, 597]
article-paragraph: On 16th November a fire was discovered in the bunkers. It was got under after fifteen days' continuous hard work. bbox=[562, 157, 690, 183]
dateline: LONDON, December 21. bbox=[453, 247, 527, 256]
column-6 bbox=[694, 44, 830, 1547]
article-paragraph: The occupants of the premises were mostly workmen. They saved very little. Some had narrow escapes. The damage is estimated at from £10,000 to 12,000. bbox=[426, 784, 554, 819]
article-headline: LEGISLATIVE COUNCIL. bbox=[981, 71, 1088, 81]
column-3 bbox=[285, 44, 421, 1547]
dateline: LONDON, December 21. bbox=[453, 888, 527, 897]
dateline: MELBOURNE, December 21. bbox=[582, 121, 670, 130]
article-paragraph: The fortnightly meeting of the Masterton Borough Council was held last evening. There were present—The Mayor (Mr T. L. Hollings), and Crs W. Morris, J. Prentice J. C. Ewington, W. Pragnell, R. Rigg, T. G. Hogg, E. W. Temple, Jas. Elliott and J. H. Pauling. bbox=[698, 281, 826, 334]
article-paragraph: Some new and enhancing Ambercol records are on sale at the "Talkeries," Queen street, Masterton, including such gems as "Take a Pair of Sparkling Eyes," "The Lost Chord," "My Old Shako"—recently sung here by the Scarlet Troubadours —and a number of vaudeville records by Messrs Jones, Spencer and Murray. A fine selection of operatic and instrumental selections are also in stock. Visitors to town during Christmas are invited to call and hear these new records, which require to be heard to be appreciated. The "Talkeries" are now situated in the old portion of the Club Hotel. bbox=[18, 922, 146, 1047]
newspaper-columns bbox=[14, 44, 1102, 1547]
column-divider-rule bbox=[308, 234, 399, 235]
article-headline: HOT WEATHER. bbox=[319, 372, 388, 382]
dateline: Received December 21, 9 a.m. bbox=[446, 622, 533, 631]
article-paragraph: Racing Club Handicap—Effort, Sandstream, Astraea, Matuari, Aboriginal, Gold Bird, Parable, Lamsdorff, Milan, Adria, Marathon, Passive. bbox=[834, 882, 962, 917]
dateline: Received December 21, 8.55 p.m. bbox=[306, 600, 402, 609]
column-2 bbox=[149, 44, 285, 1547]
article-paragraph: Mr Burns worked with a sack over his head, in which he cut eye holes. His hands were badly blistered. Mr Shirley Benn, a Unionist candidate for Battersea, also assisted. bbox=[426, 498, 554, 533]
article-paragraph: The Masterton Borough overdraft was reported at last night's meeting at £4,304 11s. The indebtedness on the general account is £6,604 18s 2d. The following accounts are in credit:—Gasworks, £454 15s 6d; Library, £48; Waterworks £320 3s 5d; Cemetery, £259 10s 9d; tramway, £52 6s 8d; Hosking Bath, £206 15s 8d; Abattoir, £321 6s 9d; special drainage, £129 2s 11d; Bannister street, £39 2s; loan, £25,000, £77 5s 6d. The rates collected to date amount to £5,041 3s 4d. The balance still owing stands at £4,925 17s 1d. bbox=[18, 223, 146, 330]
column-divider-rule bbox=[172, 878, 263, 879]
article-paragraph: There is no place in the world where there are more sudden and extreme changes in temperature than in Australia. We often experience a climate of three different seasons in one day, and the result is that numbers of people contract a cold in the stomach and bowels, which causes great pain and suffering. There is nothing that will relieve this suffering so quickly as Chamberlain's Colic, Cholera and Diarrhoea Remedy. This is the best medicine in the world to cure bowel complaint in all its forms. It is a sure cure for diarrhoea, Dysentery and Colic and has never been known to fail. Sold by all chemists and storekeepers. bbox=[154, 1261, 282, 1395]
article-paragraph: The following nominations have been received for the Pahiatua Racing Club's meeting:— bbox=[834, 435, 962, 461]
section-headline: BRITISH POLITICS. bbox=[835, 46, 962, 86]
column-divider-rule bbox=[444, 1078, 535, 1079]
article-paragraph: A fire swept out a block of thirty weather board dwellings and shops in Verdon, Parker, and Railway Streets, Williamstown, some four or a quarter miles south-west of Melbourne. The fire spread with tremendous rapidity. bbox=[426, 739, 554, 783]
article-paragraph: Mr J. L. Murray, in his advertising space on pages 2 and 4 of this issue, emphasises the fact that at the Quality Stores he has the finest Christmas stocks ever placed by him before residents of the Wairarapa. Christmas shoppers are invited to wander over the stores and inspect the goods on offer. There are hundreds of articles that suggest themselves as particularly acceptable for Christmas presents, and the prices at which they are quoted are so reasonable that every person in the community can afford to invest. Attractive window displays are made in both stores, and during the remainder of the week gaslight displays will be made. bbox=[18, 788, 146, 921]
article-subheading: YOU TAKE CARE bbox=[1005, 982, 1064, 992]
dateline: SYDNEY, December 21. bbox=[318, 139, 389, 148]
column-divider-rule bbox=[581, 580, 672, 581]
section-headline: THRILLING TIME. bbox=[563, 46, 690, 67]
column-4 bbox=[421, 44, 557, 1547]
